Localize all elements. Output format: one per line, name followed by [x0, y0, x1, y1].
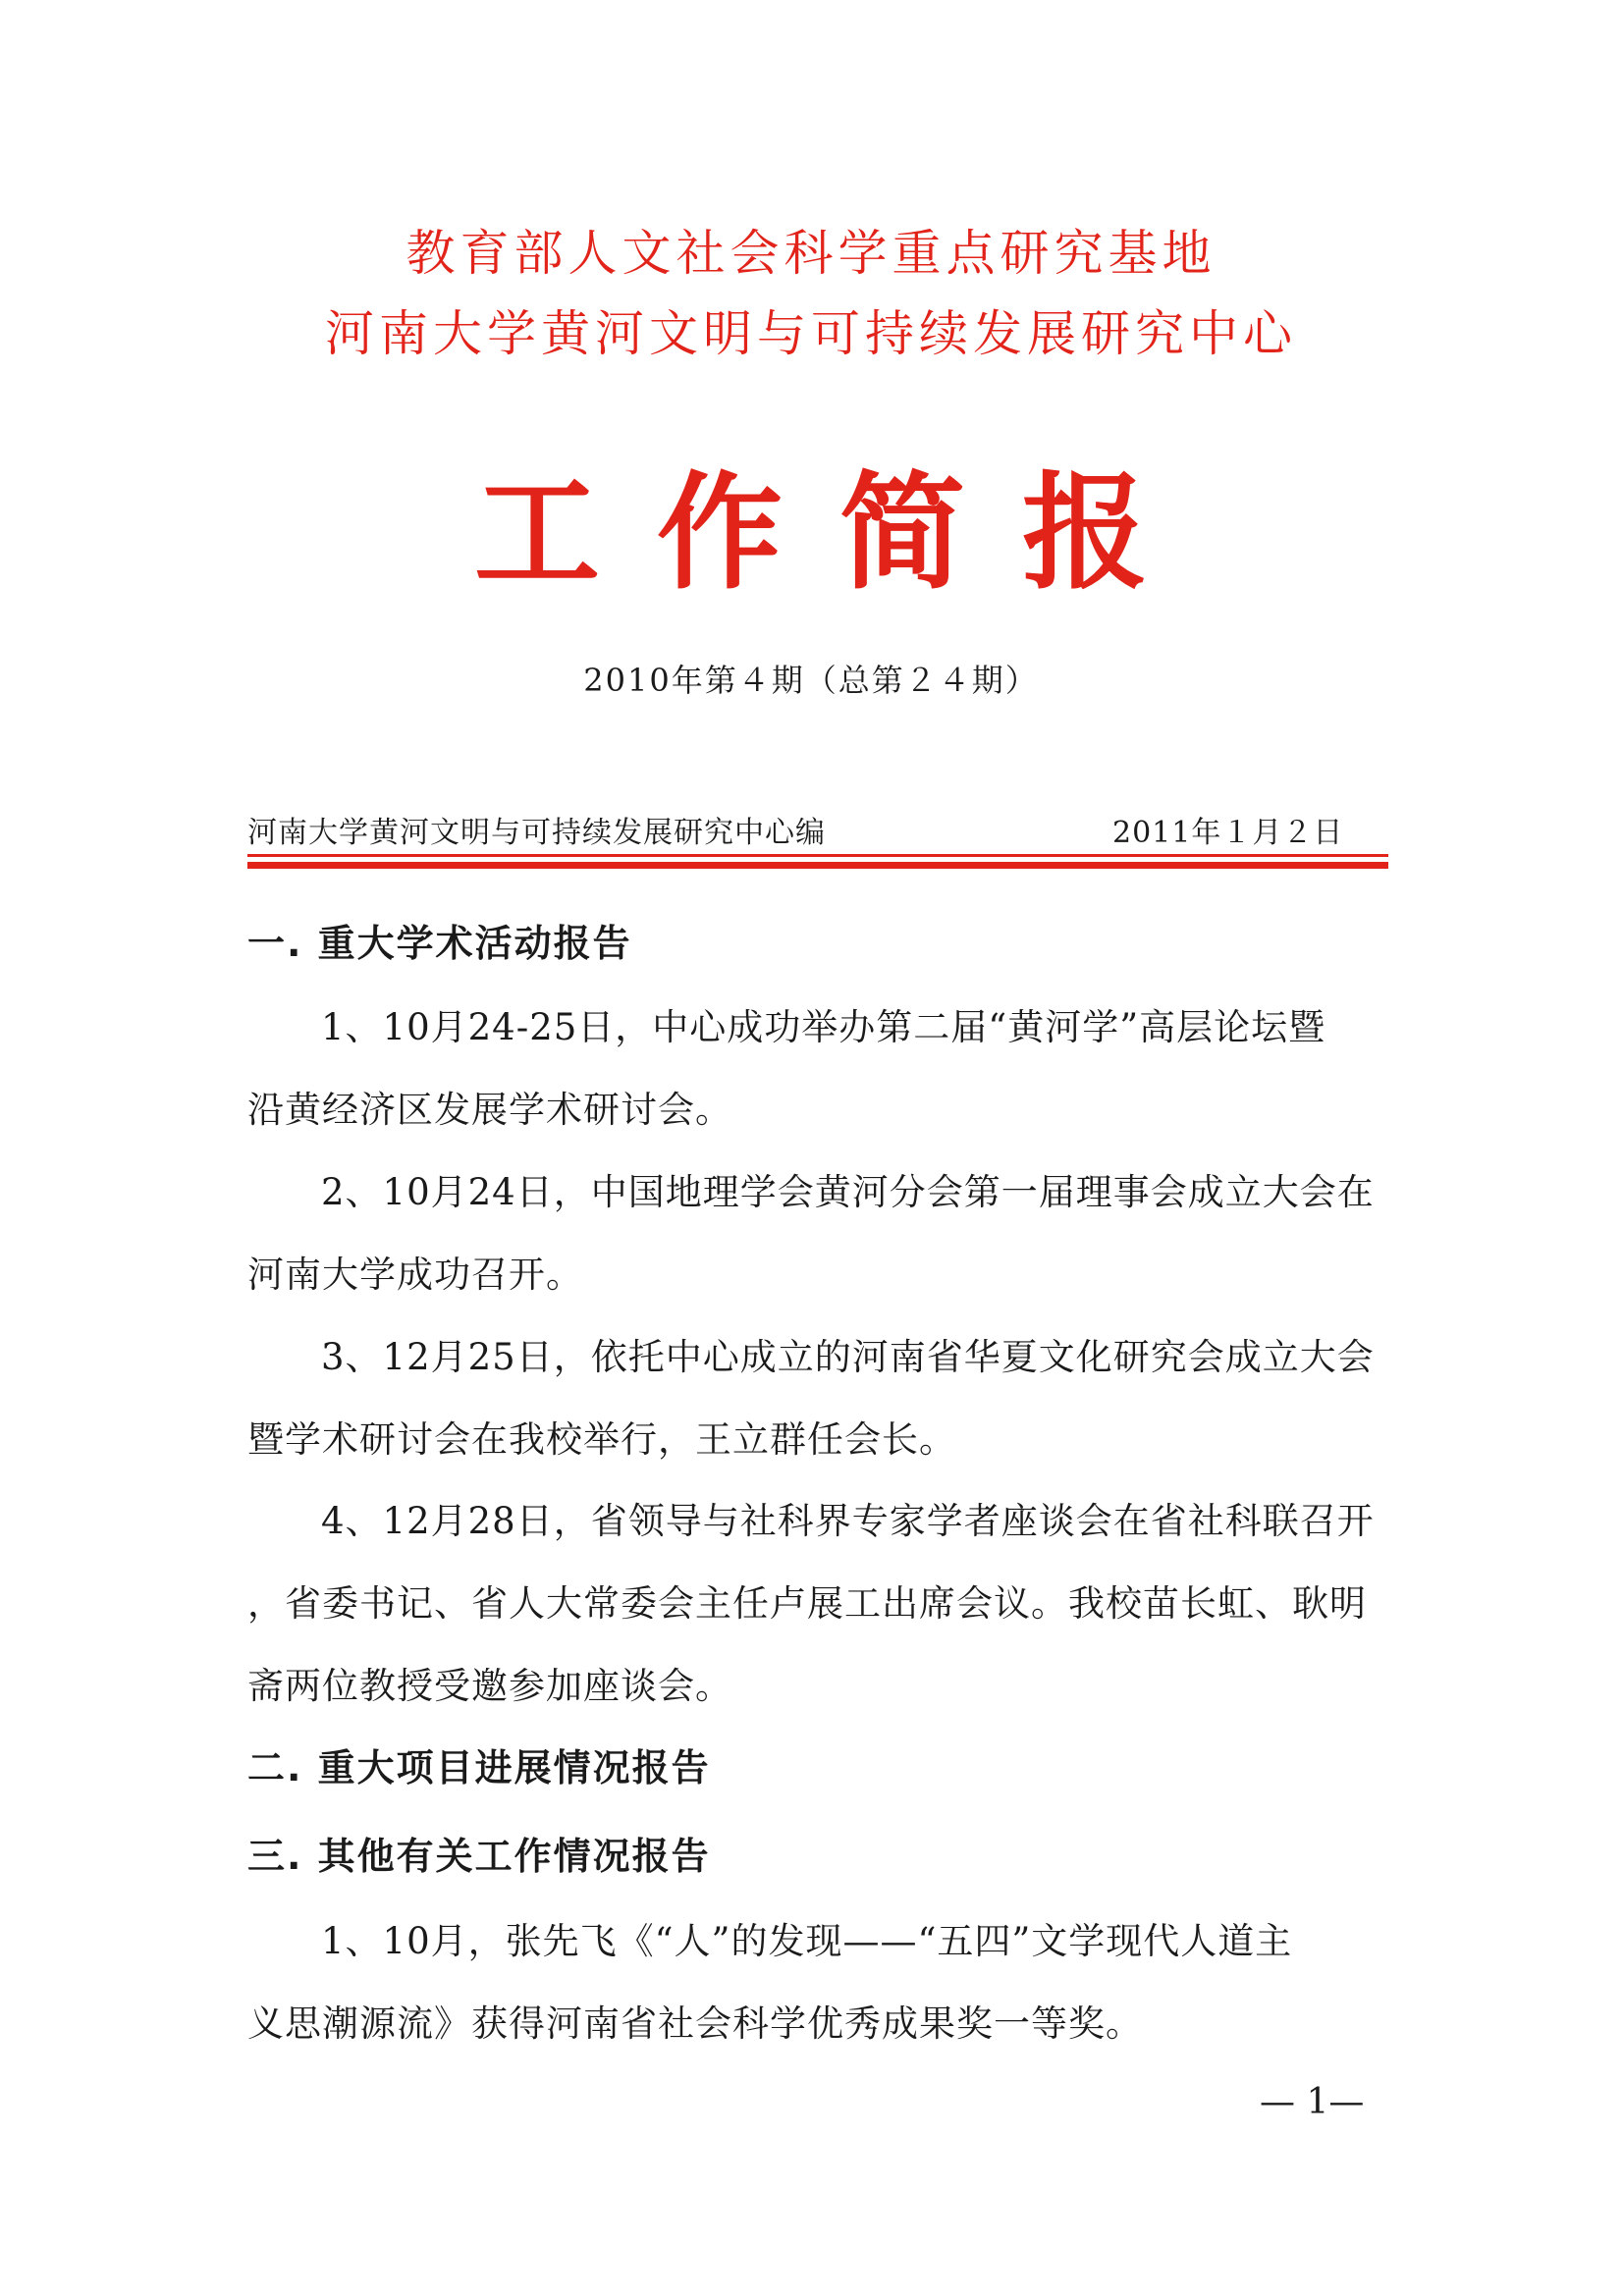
- body-line: 3、12月25日，依托中心成立的河南省华夏文化研究会成立大会: [321, 1336, 1375, 1378]
- org-line-2: 河南大学黄河文明与可持续发展研究中心: [325, 305, 1297, 362]
- body-line: 4、12月28日，省领导与社科界专家学者座谈会在省社科联召开: [321, 1500, 1375, 1542]
- body-line: 1、10月，张先飞《“人”的发现——“五四”文学现代人道主: [321, 1920, 1293, 1962]
- section-heading-3: 三. 其他有关工作情况报告: [247, 1835, 711, 1878]
- body-line: 沿黄经济区发展学术研讨会。: [247, 1089, 732, 1131]
- body-line: ，省委书记、省人大常委会主任卢展工出席会议。我校苗长虹、耿明: [247, 1582, 1367, 1625]
- issue-number: 2010年第４期（总第２４期）: [583, 662, 1039, 699]
- page-number: — 1—: [1260, 2082, 1365, 2122]
- body-line: 河南大学成功召开。: [247, 1254, 583, 1296]
- body-line: 斋两位教授受邀参加座谈会。: [247, 1665, 732, 1707]
- org-line-1: 教育部人文社会科学重点研究基地: [406, 225, 1216, 282]
- body-line: 义思潮源流》获得河南省社会科学优秀成果奖一等奖。: [247, 2002, 1143, 2045]
- header-rule-thick: [247, 862, 1388, 869]
- body-line: 暨学术研讨会在我校举行，王立群任会长。: [247, 1418, 956, 1461]
- section-heading-1: 一. 重大学术活动报告: [247, 922, 632, 965]
- editor-line: 河南大学黄河文明与可持续发展研究中心编: [247, 816, 826, 850]
- bulletin-title: 工作简报: [473, 460, 1205, 607]
- section-heading-2: 二. 重大项目进展情况报告: [247, 1746, 711, 1789]
- body-line: 1、10月24-25日，中心成功举办第二届“黄河学”高层论坛暨: [321, 1006, 1326, 1048]
- body-line: 2、10月24日，中国地理学会黄河分会第一届理事会成立大会在: [321, 1171, 1375, 1213]
- issue-date: 2011年１月２日: [1112, 816, 1344, 850]
- header-rule-thin: [247, 854, 1388, 857]
